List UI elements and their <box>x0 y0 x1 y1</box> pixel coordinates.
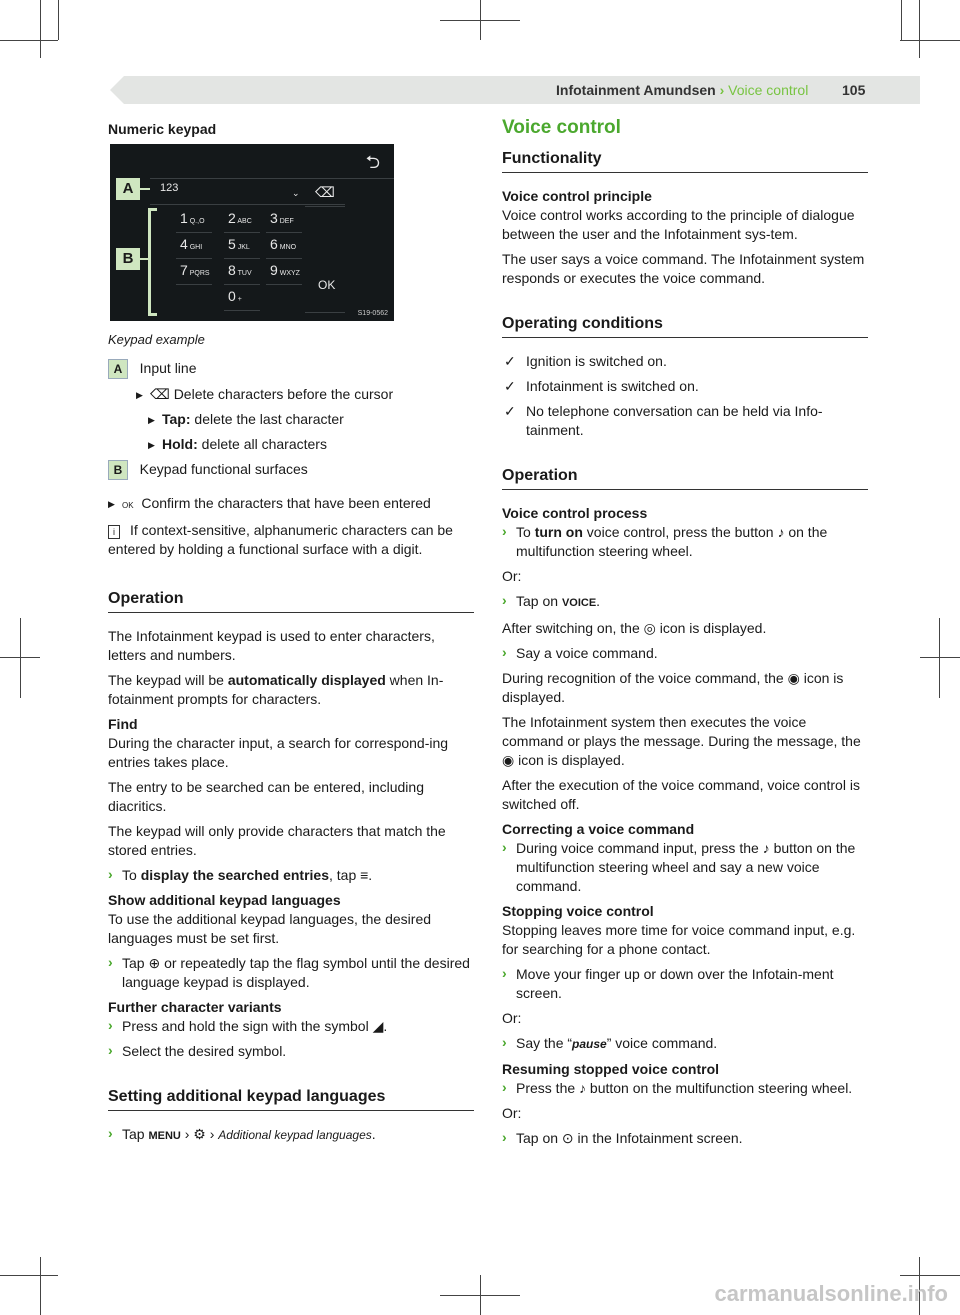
process-b1-a: To <box>516 524 535 540</box>
or-2: Or: <box>502 1010 522 1026</box>
figure-title: Numeric keypad <box>108 121 217 137</box>
further-bullet-1: › Press and hold the sign with the symbol ◢. <box>108 1017 474 1036</box>
divider <box>305 206 345 207</box>
key-number: 3 <box>270 210 278 226</box>
key-underline <box>224 310 260 311</box>
hold-text: delete all characters <box>201 436 327 452</box>
process-b1-b: turn on <box>534 524 583 540</box>
find-b1-c: , tap ≡. <box>329 867 373 883</box>
stop-bullet-1: › Move your finger up or down over the Infotain-ment screen. <box>502 965 868 1003</box>
condition-text: Ignition is switched on. <box>526 353 667 369</box>
breadcrumb <box>556 82 808 98</box>
setting-b1-d: . <box>371 1126 376 1142</box>
key-letters: MNO <box>277 244 297 251</box>
key-letters: + <box>235 296 242 303</box>
stop-b2-a: Say the “ <box>516 1035 573 1051</box>
hold-label: Hold: <box>162 436 198 452</box>
key-number: 5 <box>228 236 236 252</box>
key-2[interactable] <box>228 210 252 226</box>
op-p2-b: automatically displayed <box>227 672 386 688</box>
key-8[interactable] <box>228 262 252 278</box>
crop-mark <box>900 1275 960 1276</box>
find-p2: The entry to be searched can be entered, including diacritics. <box>108 779 424 814</box>
ok-text: Confirm the characters that have been entered <box>141 495 431 511</box>
key-underline <box>266 284 302 285</box>
label-b-connector <box>140 258 148 260</box>
conditions-list <box>502 352 868 440</box>
label-a: A <box>116 178 140 200</box>
process-b2-c: . <box>596 593 601 609</box>
delete-line <box>136 385 474 404</box>
find-b1-b: display the searched entries <box>140 867 329 883</box>
key-number: 7 <box>180 262 188 278</box>
show-title: Show additional keypad languages <box>108 892 341 908</box>
operation-heading: Operation <box>108 589 474 613</box>
tap-label: Tap: <box>162 411 191 427</box>
setting-heading: Setting additional keypad languages <box>108 1087 474 1111</box>
setting-b1-a: Tap <box>122 1126 149 1142</box>
key-underline <box>176 232 212 233</box>
setting-b1-c: Additional keypad languages <box>218 1128 372 1142</box>
back-arrow-icon: ⮌ <box>365 152 380 172</box>
voice-control-title: Voice control <box>502 117 621 138</box>
op-p2 <box>108 671 474 709</box>
find-title: Find <box>108 716 138 732</box>
ok-line <box>108 494 474 515</box>
setting-b1-b: › ⚙ › <box>180 1126 219 1142</box>
crop-mark <box>58 0 59 40</box>
condition-item <box>502 377 868 396</box>
key-number: 6 <box>270 236 278 252</box>
crop-mark <box>900 40 960 41</box>
process-bullet-3: › Say a voice command. <box>502 644 868 663</box>
crop-mark <box>920 657 960 658</box>
page-number: 105 <box>842 82 866 98</box>
chevron-down-icon: ⌄ <box>292 188 300 198</box>
delete-text: Delete characters before the cursor <box>173 386 394 402</box>
further-title: Further character variants <box>108 999 282 1015</box>
figure-caption: Keypad example <box>108 332 205 347</box>
tap-line <box>148 410 474 429</box>
process-b1-c: voice control, press the button ♪ on the multifunction steering wheel. <box>516 524 828 559</box>
check-icon: ✓ <box>504 353 516 369</box>
key-number: 1 <box>180 210 188 226</box>
key-letters: ABC <box>235 218 252 225</box>
find-p1: During the character input, a search for correspond-ing entries takes place. <box>108 735 449 770</box>
crop-mark <box>40 0 41 58</box>
image-code: S19-0562 <box>357 310 388 317</box>
legend-b-text: Keypad functional surfaces <box>139 461 308 477</box>
delete-icon: ⌫ <box>150 386 174 402</box>
info-icon: i <box>108 525 120 539</box>
breadcrumb-separator: › <box>719 82 725 98</box>
check-icon: ✓ <box>504 378 516 394</box>
further-bullet-2: › Select the desired symbol. <box>108 1042 474 1061</box>
note-text: If context-sensitive, alphanumeric characters can be entered by holding a functional surface with a digit. <box>108 522 453 557</box>
check-icon: ✓ <box>504 403 516 419</box>
stop-b2-c: ” voice command. <box>606 1035 718 1051</box>
find-b1-a: To <box>122 867 141 883</box>
key-letters: PQRS <box>187 270 210 277</box>
condition-text: Infotainment is switched on. <box>526 378 699 394</box>
process-bullet-2 <box>502 592 868 613</box>
key-underline <box>176 258 212 259</box>
setting-bullet <box>108 1125 474 1146</box>
legend-b <box>108 460 474 480</box>
ok-icon: OK <box>122 501 134 510</box>
condition-text: No telephone conversation can be held via Info-tainment. <box>526 403 823 438</box>
executes: The Infotainment system then executes the voice command or plays the message. During the message, the ◉ icon is displayed. <box>502 714 861 768</box>
key-underline <box>176 284 212 285</box>
find-p3: The keypad will only provide characters that match the stored entries. <box>108 823 446 858</box>
key-letters: DEF <box>277 218 294 225</box>
key-9[interactable] <box>270 262 300 278</box>
keypad-figure <box>110 144 394 321</box>
legend-a-box: A <box>108 359 128 379</box>
key-1[interactable] <box>180 210 205 226</box>
conditions-heading: Operating conditions <box>502 314 868 338</box>
right-column <box>502 118 868 1154</box>
key-underline <box>224 258 260 259</box>
crop-mark <box>20 618 21 698</box>
condition-item <box>502 352 868 371</box>
key-number: 8 <box>228 262 236 278</box>
resume-bullet-2: › Tap on ⊙ in the Infotainment screen. <box>502 1129 868 1148</box>
principle-p2: The user says a voice command. The Infotainment system responds or executes the voice command. <box>502 251 865 286</box>
watermark: carmanualsonline.info <box>714 1281 948 1306</box>
crop-mark <box>40 1257 41 1315</box>
show-p: To use the additional keypad languages, the desired languages must be set first. <box>108 911 432 946</box>
key-underline <box>224 284 260 285</box>
label-b: B <box>116 248 140 270</box>
key-letters: Q.,O <box>187 218 205 225</box>
key-letters: GHI <box>187 244 203 251</box>
tap-text: delete the last character <box>194 411 344 427</box>
resume-title: Resuming stopped voice control <box>502 1061 720 1077</box>
hold-line <box>148 435 474 454</box>
keypad-mode: 123 <box>160 182 179 194</box>
after-on: After switching on, the ◎ icon is displayed. <box>502 620 767 636</box>
key-number: 2 <box>228 210 236 226</box>
functionality-heading: Functionality <box>502 149 868 173</box>
key-underline <box>266 258 302 259</box>
correct-bullet: › During voice command input, press the ♪ button on the multifunction steering wheel and say a new voice command. <box>502 839 868 896</box>
divider <box>305 312 345 313</box>
key-underline <box>224 232 260 233</box>
key-number: 0 <box>228 288 236 304</box>
correct-title: Correcting a voice command <box>502 821 695 837</box>
find-bullet <box>108 866 474 885</box>
left-column-body <box>108 330 474 1152</box>
process-title: Voice control process <box>502 505 648 521</box>
key-6[interactable] <box>270 236 296 252</box>
backspace-icon: ⌫ <box>315 184 335 200</box>
stop-p: Stopping leaves more time for voice command input, e.g. for searching for a phone contact. <box>502 922 856 957</box>
label-a-connector <box>140 188 150 190</box>
stop-title: Stopping voice control <box>502 903 654 919</box>
key-0[interactable] <box>228 288 242 304</box>
legend-b-box: B <box>108 460 128 480</box>
key-letters: JKL <box>235 244 250 251</box>
resume-bullet-1: › Press the ♪ button on the multifunction steering wheel. <box>502 1079 868 1098</box>
op-p2-a: The keypad will be <box>108 672 228 688</box>
stop-b2-b: pause <box>572 1037 607 1051</box>
crop-mark <box>901 0 902 40</box>
op-p2-c: when In-fotainment prompts for characters. <box>108 672 444 707</box>
principle-p: Voice control works according to the principle of dialogue between the user and the Infotainment sys-tem. <box>502 207 855 242</box>
operation-heading-right: Operation <box>502 466 868 490</box>
or-1: Or: <box>502 568 522 584</box>
stop-bullet-2 <box>502 1034 868 1054</box>
process-bullet-1 <box>502 523 868 561</box>
crop-mark <box>0 40 58 41</box>
key-7[interactable] <box>180 262 210 278</box>
key-3[interactable] <box>270 210 294 226</box>
crop-mark <box>480 0 481 40</box>
key-number: 9 <box>270 262 278 278</box>
crop-mark <box>480 1275 481 1315</box>
key-number: 4 <box>180 236 188 252</box>
crop-mark <box>919 0 920 58</box>
key-letters: WXYZ <box>277 270 300 277</box>
key-underline <box>266 232 302 233</box>
note <box>108 521 474 559</box>
or-3: Or: <box>502 1105 522 1121</box>
key-4[interactable] <box>180 236 202 252</box>
divider <box>150 178 394 179</box>
breadcrumb-subsection: Voice control <box>728 82 809 98</box>
legend-a <box>108 359 474 379</box>
breadcrumb-section: Infotainment Amundsen <box>556 82 716 98</box>
legend-a-text: Input line <box>139 360 197 376</box>
key-5[interactable] <box>228 236 250 252</box>
input-line <box>150 204 345 205</box>
op-p1: The Infotainment keypad is used to enter characters, letters and numbers. <box>108 628 435 663</box>
voice-button-label: VOICE <box>561 597 597 609</box>
left-column <box>108 120 474 145</box>
process-b2-a: Tap on <box>516 593 562 609</box>
condition-item <box>502 402 868 440</box>
ok-key[interactable]: OK <box>318 278 336 292</box>
menu-button-label: MENU <box>148 1130 181 1142</box>
label-b-brace <box>148 208 157 316</box>
crop-mark <box>0 1275 58 1276</box>
during-recognition: During recognition of the voice command, the ◉ icon is displayed. <box>502 670 844 705</box>
principle-title: Voice control principle <box>502 188 652 204</box>
show-bullet: › Tap ⊕ or repeatedly tap the flag symbol until the desired language keypad is displayed. <box>108 954 474 992</box>
crop-mark <box>939 618 940 698</box>
after-exec: After the execution of the voice command, voice control is switched off. <box>502 777 860 812</box>
key-letters: TUV <box>235 270 252 277</box>
